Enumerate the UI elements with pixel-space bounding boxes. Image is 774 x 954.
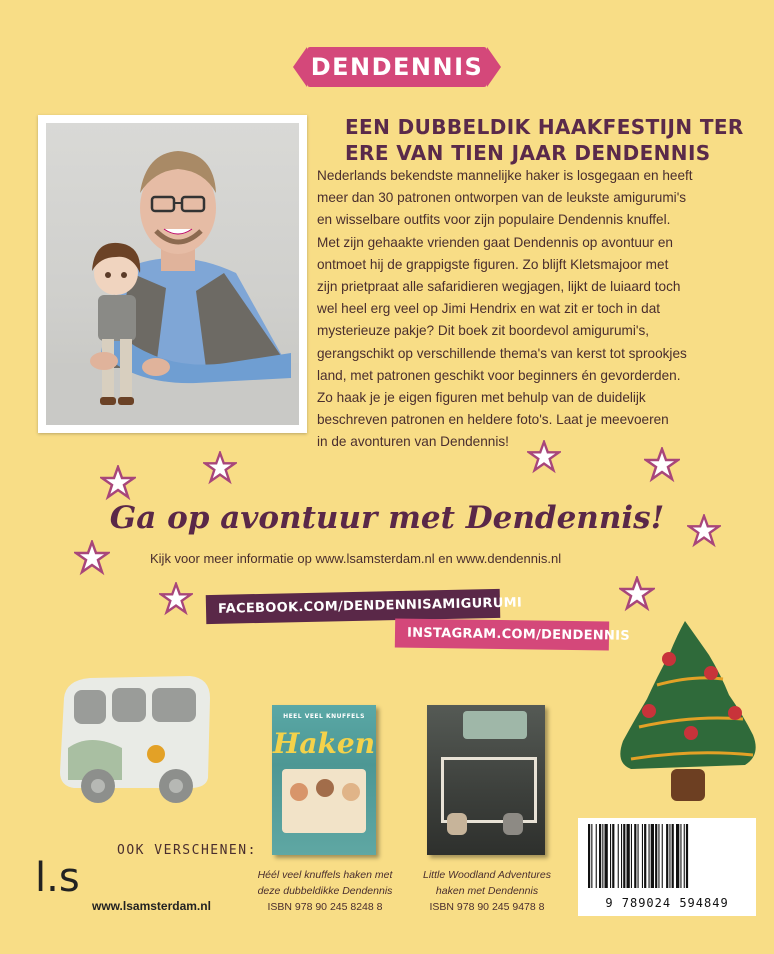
- author-photo-frame: [38, 115, 307, 433]
- blurb-line: Zo haak je je eigen figuren met behulp van de duidelijk: [317, 390, 646, 406]
- barcode-bar: [596, 824, 597, 888]
- book-caption-2: [412, 867, 562, 915]
- publisher-url[interactable]: www.lsamsterdam.nl: [92, 899, 211, 913]
- also-published-label: OOK VERSCHENEN:: [117, 843, 257, 858]
- book-caption-line: haken met Dendennis: [435, 885, 539, 897]
- star-icon: [74, 540, 110, 576]
- barcode-bar: [638, 824, 639, 888]
- author-photo: [46, 123, 299, 425]
- blurb-line: beschreven patronen en heldere foto's. Laat je meevoeren: [317, 412, 669, 428]
- barcode-bar: [666, 824, 668, 888]
- heading-line-2: ERE VAN TIEN JAAR DENDENNIS: [345, 141, 711, 165]
- book-caption-line: Héél veel knuffels haken met: [257, 869, 393, 881]
- barcode-bar: [644, 824, 646, 888]
- star-icon: [159, 582, 193, 616]
- barcode-bar: [655, 824, 657, 888]
- blurb-line: mysterieuze pakje? Dit boek zit boordevol amigurumi's,: [317, 323, 650, 339]
- barcode: [578, 818, 756, 916]
- barcode-bar: [686, 824, 688, 888]
- barcode-bar: [623, 824, 625, 888]
- barcode-bar: [605, 824, 608, 888]
- blurb-line: land, met patronen geschikt voor beginners én gevorderden.: [317, 367, 681, 383]
- barcode-bar: [680, 824, 681, 888]
- barcode-bar: [684, 824, 685, 888]
- info-line: Kijk voor meer informatie op www.lsamsterdam.nl en www.dendennis.nl: [150, 551, 562, 566]
- barcode-bar: [621, 824, 622, 888]
- blurb-line: Nederlands bekendste mannelijke haker is losgegaan en heeft: [317, 168, 693, 183]
- book-cover-haken: [272, 705, 376, 855]
- barcode-bar: [651, 824, 654, 888]
- barcode-bar: [618, 824, 619, 888]
- author-illustration: [46, 123, 299, 425]
- star-icon: [100, 465, 136, 501]
- barcode-bars: [578, 824, 756, 896]
- blurb-line: gerangschikt op verschillende thema's van kerst tot sprookjes: [317, 345, 687, 361]
- facebook-link[interactable]: FACEBOOK.COM/DENDENNISAMIGURUMI: [206, 589, 501, 624]
- blurb-line: wel heel erg veel op Jimi Hendrix en wat zit er toch in dat: [317, 301, 661, 317]
- barcode-bar: [602, 824, 603, 888]
- blurb-text: [317, 165, 757, 454]
- barcode-bar: [676, 824, 679, 888]
- barcode-bar: [669, 824, 670, 888]
- blurb-line: meer dan 30 patronen ontworpen van de leukste amigurumi's: [317, 190, 687, 206]
- brand-tag: DENDENNIS: [307, 47, 487, 87]
- back-cover-heading: [345, 114, 745, 166]
- instagram-link[interactable]: INSTAGRAM.COM/DENDENNIS: [395, 619, 609, 651]
- barcode-bar: [662, 824, 663, 888]
- barcode-bar: [631, 824, 632, 888]
- crochet-bus-illustration: [50, 668, 220, 808]
- heading-line-1: EEN DUBBELDIK HAAKFESTIJN TER: [345, 115, 744, 139]
- book-cover-title: Haken: [272, 727, 376, 760]
- book-cover-woodland: [427, 705, 545, 855]
- book-caption-line: deze dubbeldikke Dendennis: [257, 885, 393, 897]
- barcode-bar: [672, 824, 674, 888]
- barcode-bar: [642, 824, 643, 888]
- barcode-bar: [627, 824, 630, 888]
- book-cover-top: HEEL VEEL KNUFFELS: [283, 713, 365, 720]
- publisher-logo: l.s: [35, 855, 80, 901]
- blurb-line: ontmoet hij de grappigste figuren. Zo blijft Kletsmajoor met: [317, 256, 669, 272]
- barcode-bar: [610, 824, 611, 888]
- star-icon: [644, 447, 680, 483]
- blurb-line: zijn prietpraat alle safaridieren wegjagen, lijkt de luiaard toch: [317, 279, 681, 295]
- star-icon: [527, 440, 561, 474]
- blurb-line: Met zijn gehaakte vrienden gaat Dendennis op avontuur en: [317, 234, 673, 250]
- book-isbn: ISBN 978 90 245 9478 8: [429, 901, 545, 913]
- barcode-bar: [599, 824, 601, 888]
- slogan: Ga op avontuur met Dendennis!: [109, 500, 665, 536]
- star-icon: [203, 451, 237, 485]
- barcode-bar: [612, 824, 614, 888]
- barcode-bar: [588, 824, 590, 888]
- book-caption-1: [250, 867, 400, 915]
- barcode-digits: 9 789024 594849: [605, 896, 729, 910]
- book-caption-line: Little Woodland Adventures: [422, 869, 552, 881]
- blurb-line: en wisselbare outfits voor zijn populaire Dendennis knuffel.: [317, 212, 671, 228]
- book-isbn: ISBN 978 90 245 8248 8: [267, 901, 383, 913]
- barcode-bar: [634, 824, 636, 888]
- blurb-line: in de avonturen van Dendennis!: [317, 434, 509, 450]
- crochet-tree-illustration: [613, 615, 763, 810]
- star-icon: [619, 576, 655, 612]
- barcode-bar: [649, 824, 650, 888]
- barcode-bar: [591, 824, 592, 888]
- barcode-bar: [658, 824, 659, 888]
